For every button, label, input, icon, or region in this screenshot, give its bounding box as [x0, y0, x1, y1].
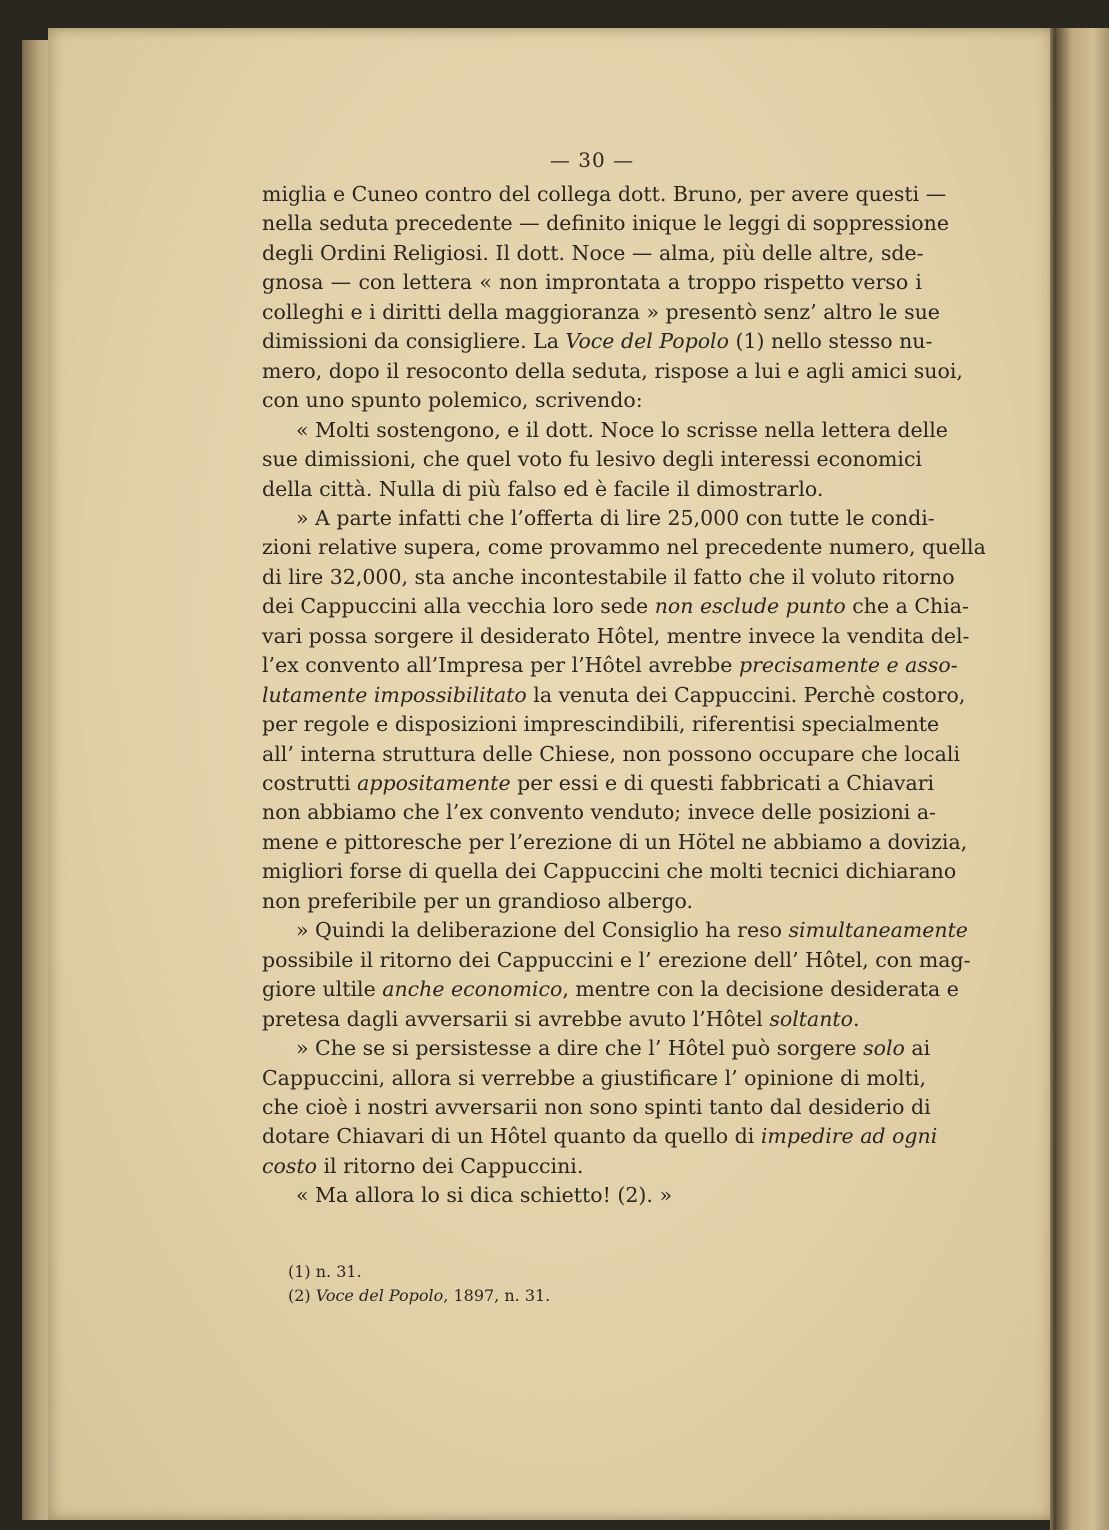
text-line: mero, dopo il resoconto della seduta, rispose a lui e agli amici suoi,	[262, 358, 963, 383]
text-line: l’ex convento all’Impresa per l’Hôtel avrebbe precisamente e asso-	[262, 653, 958, 678]
text-line: « Ma allora lo si dica schietto! (2). »	[296, 1183, 672, 1208]
text-line: di lire 32,000, sta anche incontestabile il fatto che il voluto ritorno	[262, 564, 955, 589]
text-line: vari possa sorgere il desiderato Hôtel, mentre invece la vendita del-	[262, 623, 970, 648]
text-line: degli Ordini Religiosi. Il dott. Noce — alma, più delle altre, sde-	[262, 240, 924, 265]
text-line: non preferibile per un grandioso albergo.	[262, 888, 693, 913]
text-line: mene e pittoresche per l’erezione di un Hötel ne abbiamo a dovizia,	[262, 829, 968, 854]
footnote: (1) n. 31.	[288, 1262, 362, 1281]
page-number: — 30 —	[549, 148, 635, 172]
text-line: » Quindi la deliberazione del Consiglio ha reso simultaneamente	[296, 918, 968, 943]
text-line: « Molti sostengono, e il dott. Noce lo scrisse nella lettera delle	[296, 417, 948, 442]
text-line: lutamente impossibilitato la venuta dei Cappuccini. Perchè costoro,	[262, 682, 966, 707]
text-line: » A parte infatti che l’offerta di lire 25,000 con tutte le condi-	[296, 505, 935, 530]
text-line: Cappuccini, allora si verrebbe a giustificare l’ opinione di molti,	[262, 1065, 926, 1090]
text-line: costrutti appositamente per essi e di questi fabbricati a Chiavari	[262, 771, 935, 795]
text-line: per regole e disposizioni imprescindibili, riferentisi specialmente	[262, 712, 940, 737]
text-line: dei Cappuccini alla vecchia loro sede non esclude punto che a Chia-	[262, 594, 969, 619]
text-line: gnosa — con lettera « non improntata a troppo rispetto verso i	[262, 270, 922, 295]
text-line: nella seduta precedente — definito inique le leggi di soppressione	[262, 211, 949, 236]
text-line: della città. Nulla di più falso ed è facile il dimostrarlo.	[262, 476, 824, 501]
text-line: pretesa dagli avversarii si avrebbe avuto l’Hôtel soltanto.	[262, 1006, 860, 1031]
text-line: » Che se si persistesse a dire che l’ Hôtel può sorgere solo ai	[296, 1036, 931, 1061]
text-line: non abbiamo che l’ex convento venduto; invece delle posizioni a-	[262, 800, 936, 825]
text-line: costo il ritorno dei Cappuccini.	[262, 1153, 584, 1178]
text-line: migliori forse di quella dei Cappuccini che molti tecnici dichiarano	[262, 859, 957, 884]
text-line: all’ interna struttura delle Chiese, non possono occupare che locali	[262, 741, 961, 766]
text-line: che cioè i nostri avversarii non sono spinti tanto dal desiderio di	[262, 1094, 931, 1119]
footnote: (2) Voce del Popolo, 1897, n. 31.	[288, 1286, 551, 1305]
text-line: giore ultile anche economico, mentre con la decisione desiderata e	[262, 977, 959, 1002]
text-line: sue dimissioni, che quel voto fu lesivo degli interessi economici	[262, 447, 922, 472]
text-line: miglia e Cuneo contro del collega dott. Bruno, per avere questi —	[262, 182, 947, 206]
text-line: con uno spunto polemico, scrivendo:	[262, 388, 643, 413]
text-line: possibile il ritorno dei Cappuccini e l’ erezione dell’ Hôtel, con mag-	[262, 947, 971, 972]
text-line: colleghi e i diritti della maggioranza » presentò senz’ altro le sue	[262, 299, 940, 324]
text-line: zioni relative supera, come provammo nel precedente numero, quella	[262, 535, 986, 560]
text-line: dotare Chiavari di un Hôtel quanto da quello di impedire ad ogni	[262, 1124, 938, 1149]
next-page-edge	[1056, 28, 1109, 1530]
text-line: dimissioni da consigliere. La Voce del Popolo (1) nello stesso nu-	[262, 329, 933, 354]
